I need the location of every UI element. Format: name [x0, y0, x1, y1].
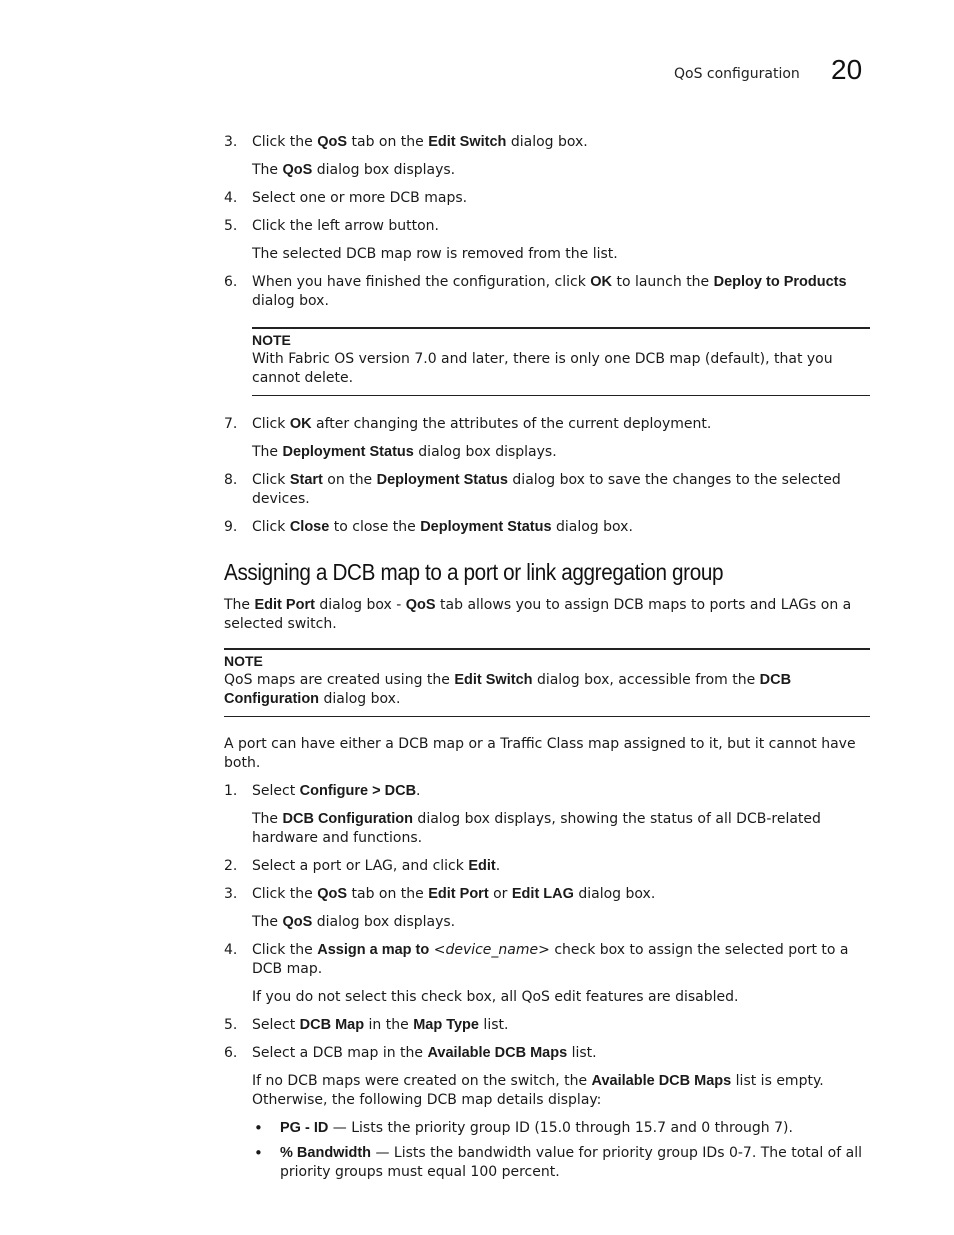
step-result: The Deployment Status dialog box displays. [252, 444, 557, 460]
list-item: • % Bandwidth — Lists the bandwidth value for priority group IDs 0-7. The total of all priority groups must equal 100 percent. [254, 1144, 862, 1180]
section-heading: Assigning a DCB map to a port or link aggregation group [224, 559, 724, 585]
step-result: If no DCB maps were created on the switch, the Available DCB Maps list is empty. Otherwise, the following DCB map details display: [252, 1073, 824, 1108]
bullet-icon: • [254, 1119, 263, 1137]
step: 1. Select Configure > DCB. [224, 783, 421, 799]
step: 3. Click the QoS tab on the Edit Switch dialog box. [224, 134, 588, 150]
note-title: NOTE [252, 332, 291, 348]
step: 9. Click Close to close the Deployment Status dialog box. [224, 519, 633, 535]
note-box [252, 327, 870, 396]
list-item: • PG - ID — Lists the priority group ID (15.0 through 15.7 and 0 through 7). [254, 1119, 793, 1137]
step: 8. Click Start on the Deployment Status dialog box to save the changes to the selected devices. [224, 472, 841, 507]
note-text: QoS maps are created using the Edit Switch dialog box, accessible from the DCB Configuration dialog box. [224, 672, 792, 707]
step-result: The DCB Configuration dialog box displays, showing the status of all DCB-related hardware and functions. [252, 811, 821, 846]
step-result: The QoS dialog box displays. [252, 914, 456, 930]
step: 5. Click the left arrow button. [224, 218, 439, 234]
chapter-number: 20 [831, 54, 863, 85]
paragraph: A port can have either a DCB map or a Traffic Class map assigned to it, but it cannot have both. [224, 736, 856, 771]
step-result: If you do not select this check box, all QoS edit features are disabled. [252, 989, 739, 1005]
running-header-section: QoS configuration [674, 66, 800, 82]
step-result: The selected DCB map row is removed from the list. [252, 246, 618, 262]
step-result: The QoS dialog box displays. [252, 162, 456, 178]
note-text: With Fabric OS version 7.0 and later, there is only one DCB map (default), that you cannot delete. [252, 351, 833, 386]
intro-paragraph: The Edit Port dialog box - QoS tab allows you to assign DCB maps to ports and LAGs on a selected switch. [224, 597, 852, 632]
step: 4. Click the Assign a map to <device_name> check box to assign the selected port to a DCB map. [224, 942, 849, 977]
step: 6. Select a DCB map in the Available DCB Maps list. [224, 1045, 597, 1061]
step: 2. Select a port or LAG, and click Edit. [224, 858, 501, 874]
detail-list [252, 1119, 870, 1182]
step: 5. Select DCB Map in the Map Type list. [224, 1017, 509, 1033]
note-title: NOTE [224, 653, 263, 669]
note-box [224, 648, 870, 717]
step: 6. When you have finished the configuration, click OK to launch the Deploy to Products dialog box. [224, 274, 847, 309]
page-content [224, 133, 870, 1188]
step: 4. Select one or more DCB maps. [224, 190, 468, 206]
bullet-icon: • [254, 1144, 263, 1162]
step: 7. Click OK after changing the attributes of the current deployment. [224, 416, 712, 432]
step: 3. Click the QoS tab on the Edit Port or Edit LAG dialog box. [224, 886, 656, 902]
